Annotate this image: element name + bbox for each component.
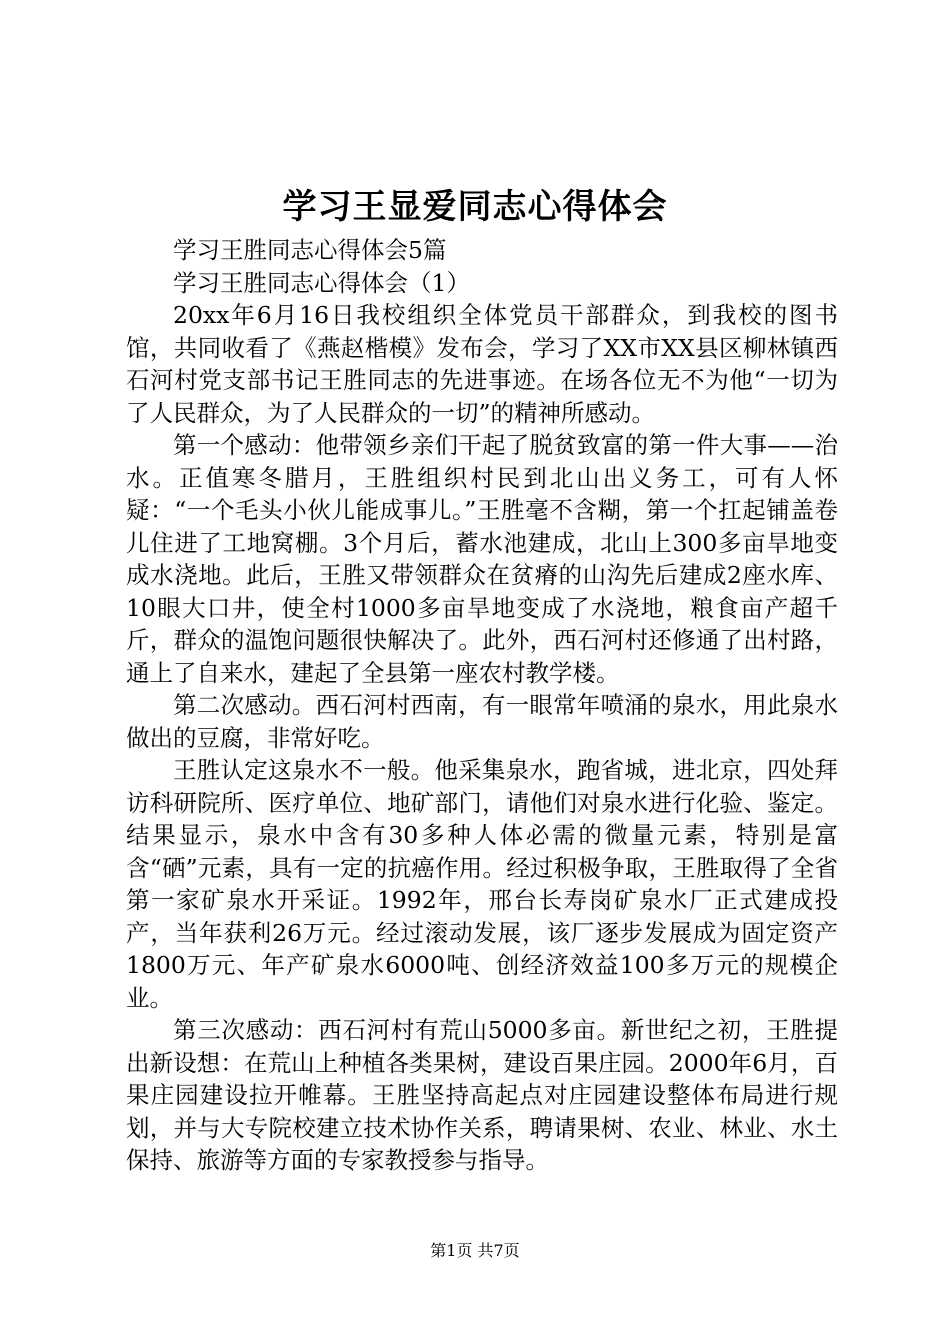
document-body (126, 234, 838, 1177)
paragraph-second-moving: 第二次感动。西石河村西南，有一眼常年喷涌的泉水，用此泉水做出的豆腐，非常好吃。 (126, 691, 838, 752)
paragraph-third-moving: 第三次感动：西石河村有荒山5000多亩。新世纪之初，王胜提出新设想：在荒山上种植各类果树，建设百果庄园。2000年6月，百果庄园建设拉开帷幕。王胜坚持高起点对庄园建设整体布局进行规划，并与大专院校建立技术协作关系，聘请果树、农业、林业、水土保持、旅游等方面的专家教授参与指导。 (126, 1016, 838, 1174)
paragraph-subtitle: 学习王胜同志心得体会5篇 (173, 236, 447, 264)
document-title: 学习王显爱同志心得体会 (282, 187, 668, 227)
paragraph-intro: 20xx年6月16日我校组织全体党员干部群众，到我校的图书馆，共同收看了《燕赵楷模》发布会，学习了XX市XX县区柳林镇西石河村党支部书记王胜同志的先进事迹。在场各位无不为他“一切为了人民群众，为了人民群众的一切”的精神所感动。 (126, 301, 838, 427)
paragraph-first-moving: 第一个感动：他带领乡亲们干起了脱贫致富的第一件大事——治水。正值寒冬腊月，王胜组织村民到北山出义务工，可有人怀疑：“一个毛头小伙儿能成事儿。”王胜毫不含糊，第一个扛起铺盖卷儿住进了工地窝棚。3个月后，蓄水池建成，北山上300多亩旱地变成水浇地。此后，王胜又带领群众在贫瘠的山沟先后建成2座水库、10眼大口井，使全村1000多亩旱地变成了水浇地，粮食亩产超千斤，群众的温饱问题很快解决了。此外，西石河村还修通了出村路，通上了自来水，建起了全县第一座农村教学楼。 (126, 431, 838, 687)
paragraph-spring-water: 王胜认定这泉水不一般。他采集泉水，跑省城，进北京，四处拜访科研院所、医疗单位、地矿部门，请他们对泉水进行化验、鉴定。结果显示，泉水中含有30多种人体必需的微量元素，特别是富含“硒”元素，具有一定的抗癌作用。经过积极争取，王胜取得了全省第一家矿泉水开采证。1992年，邢台长寿岗矿泉水厂正式建成投产，当年获利26万元。经过滚动发展，该厂逐步发展成为固定资产1800万元、年产矿泉水6000吨、创经济效益100多万元的规模企业。 (126, 756, 838, 1012)
page-number-footer: 第1页 共7页 (430, 1241, 520, 1260)
paragraph-section-heading: 学习王胜同志心得体会（1） (173, 268, 470, 297)
